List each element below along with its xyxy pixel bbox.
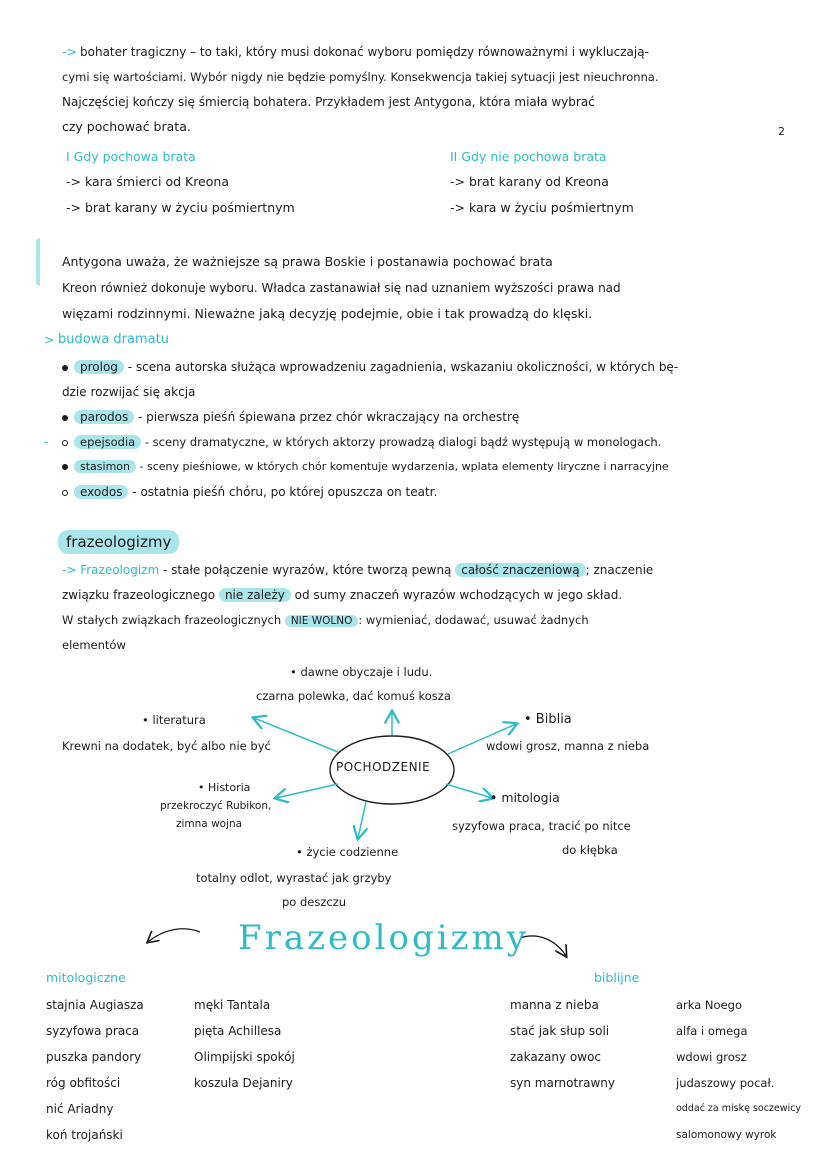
budowa-desc: - sceny pieśniowe, w których chór komentuje wydarzenia, wplata elementy liryczne i narracyjne	[139, 460, 669, 473]
budowa-desc: - ostatnia pieśń chóru, po której opuszcza on teatr.	[132, 485, 438, 499]
mindmap-label-mitologia: • mitologia	[490, 790, 560, 805]
list-item: wdowi grosz	[676, 1050, 747, 1064]
definition-text: W stałych związkach frazeologicznych	[62, 613, 282, 627]
definition-text: : wymieniać, dodawać, usuwać żadnych	[358, 613, 589, 627]
arrow-icon: ->	[62, 563, 77, 577]
budowa-desc: - sceny dramatyczne, w których aktorzy prowadzą dialogi bądź występują w monologach.	[144, 435, 662, 449]
list-item: róg obfitości	[46, 1076, 121, 1090]
budowa-desc: - pierwsza pieśń śpiewana przez chór wkraczający na orchestrę	[138, 410, 520, 424]
list-item: zakazany owoc	[510, 1050, 602, 1064]
list-item: alfa i omega	[676, 1024, 748, 1038]
definition-text: ; znaczenie	[585, 563, 654, 577]
mindmap-example-historia: zimna wojna	[176, 818, 243, 830]
list-item: salomonowy wyrok	[676, 1129, 777, 1141]
list-item: stać jak słup soli	[510, 1024, 610, 1038]
mindmap-label-zycie: • życie codzienne	[296, 845, 399, 859]
list-item: męki Tantala	[194, 998, 271, 1012]
frazeologizmy-big-title: Frazeologizmy	[238, 918, 529, 958]
list-item: manna z nieba	[510, 998, 599, 1012]
mindmap-example-mitologia: do kłębka	[562, 843, 618, 857]
list-item: arka Noego	[676, 998, 742, 1012]
definition-text: od sumy znaczeń wyrazów wchodzących w jego skład.	[294, 588, 623, 602]
mindmap-example-zycie: totalny odlot, wyrastać jak grzyby	[196, 871, 392, 885]
mindmap-center: POCHODZENIE	[336, 760, 431, 774]
mindmap-example-zycie: po deszczu	[282, 895, 347, 909]
list-item: puszka pandory	[46, 1050, 142, 1064]
list-item: judaszowy pocał.	[676, 1076, 775, 1090]
mindmap-example-literatura: Krewni na dodatek, być albo nie być	[62, 739, 271, 753]
list-item: syzyfowa praca	[46, 1024, 140, 1038]
mitologiczne-title: mitologiczne	[46, 970, 126, 985]
arrow-to-zycie	[358, 802, 366, 838]
definition-text: - stałe połączenie wyrazów, które tworzą pewną	[163, 563, 452, 577]
antygona-line: Antygona uważa, że ważniejsze są prawa Boskie i postanawia pochować brata	[62, 254, 553, 269]
page-number: 2	[778, 125, 785, 138]
option-right-title: II Gdy nie pochowa brata	[450, 149, 607, 164]
definition-line: elementów	[62, 638, 126, 652]
budowa-term: stasimon	[74, 460, 136, 473]
mindmap-example-historia: przekroczyć Rubikon,	[160, 800, 272, 812]
mindmap-example-mitologia: syzyfowa praca, tracić po nitce	[452, 819, 631, 833]
list-item: syn marnotrawny	[510, 1076, 615, 1090]
mitologiczne-col1	[46, 992, 144, 1148]
arrow-to-mitologia	[446, 784, 492, 798]
list-item: pięta Achillesa	[194, 1024, 282, 1038]
biblijne-title: biblijne	[594, 970, 640, 985]
section-marker-icon: >	[44, 332, 55, 347]
list-item: koszula Dejaniry	[194, 1076, 293, 1090]
biblijne-col2	[676, 992, 801, 1148]
list-item: koń trojański	[46, 1128, 123, 1142]
definition-highlight: całość znaczeniową	[455, 563, 585, 577]
mitologiczne-col2	[194, 992, 295, 1096]
list-item: stajnia Augiasza	[46, 998, 144, 1012]
list-item: oddać za miskę soczewicy	[676, 1103, 802, 1114]
budowa-term: prolog	[74, 360, 124, 374]
budowa-term: parodos	[74, 410, 134, 424]
intro-line: cymi się wartościami. Wybór nigdy nie będzie pomyślny. Konsekwencja takiej sytuacji jest nieuchronna.	[62, 70, 659, 84]
arrow-to-mitologiczne	[148, 929, 200, 942]
intro-line: bohater tragiczny – to taki, który musi dokonać wyboru pomiędzy równoważnymi i wykluczają-	[80, 45, 649, 59]
antygona-line: więzami rodzinnymi. Nieważne jaką decyzję podejmie, obie i tak prowadzą do klęski.	[62, 306, 593, 321]
budowa-title: budowa dramatu	[58, 332, 169, 347]
budowa-desc-cont: dzie rozwijać się akcja	[62, 385, 196, 399]
option-left-title: I Gdy pochowa brata	[66, 149, 196, 164]
option-right-item: -> brat karany od Kreona	[450, 174, 609, 189]
budowa-term: epejsodia	[74, 435, 141, 449]
definition-term: Frazeologizm	[80, 563, 160, 577]
budowa-desc: - scena autorska służąca wprowadzeniu zagadnienia, wskazaniu okoliczności, w których bę-	[127, 360, 679, 374]
antygona-line: Kreon również dokonuje wyboru. Władca zastanawiał się nad uznaniem wyższości prawa nad	[62, 281, 621, 295]
mindmap-label-biblia: • Biblia	[524, 712, 572, 727]
definition-text: związku frazeologicznego	[62, 588, 216, 602]
definition-highlight: nie zależy	[219, 588, 291, 602]
mindmap-label-dawne: • dawne obyczaje i ludu.	[290, 665, 433, 679]
biblijne-col1	[510, 992, 615, 1096]
option-right-item: -> kara w życiu pośmiertnym	[450, 200, 634, 215]
list-item: Olimpijski spokój	[194, 1050, 295, 1064]
budowa-term: exodos	[74, 485, 128, 499]
intro-line: Najczęściej kończy się śmiercią bohatera. Przykładem jest Antygona, która miała wybrać	[62, 95, 595, 109]
arrow-to-historia	[276, 784, 338, 798]
mindmap-label-literatura: • literatura	[142, 713, 206, 727]
intro-line: czy pochować brata.	[62, 119, 191, 134]
mindmap-example-biblia: wdowi grosz, manna z nieba	[486, 739, 650, 753]
mindmap-label-historia: • Historia	[198, 781, 251, 794]
list-item: nić Ariadny	[46, 1102, 114, 1116]
dash-marker: -	[44, 435, 49, 449]
option-left-item: -> brat karany w życiu pośmiertnym	[66, 200, 295, 215]
mindmap-example-dawne: czarna polewka, dać komuś kosza	[256, 689, 451, 703]
frazeologizmy-title: frazeologizmy	[58, 530, 179, 554]
option-left-item: -> kara śmierci od Kreona	[66, 174, 229, 189]
definition-highlight: NIE WOLNO	[285, 615, 359, 627]
arrow-icon: ->	[62, 44, 77, 59]
